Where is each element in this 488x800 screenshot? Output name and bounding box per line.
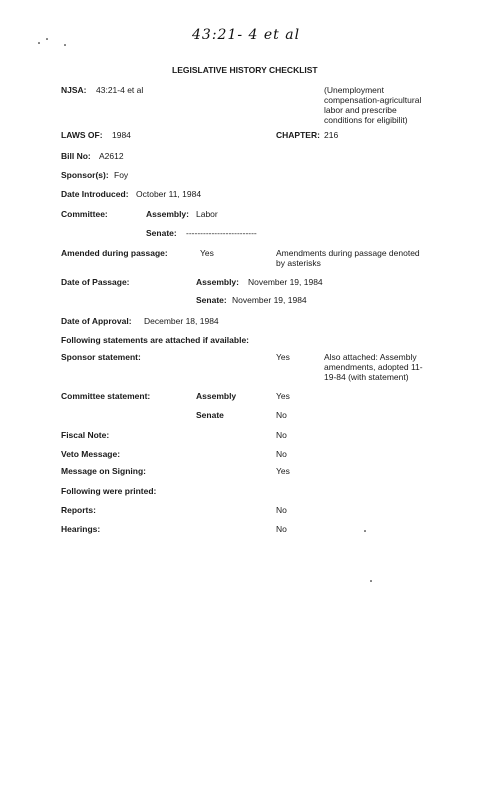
handwritten-reference: 43:21- 4 et al [192, 27, 301, 43]
amended-value: Yes [200, 248, 214, 258]
passage-assembly-label: Assembly: [196, 277, 239, 287]
message-on-signing-label: Message on Signing: [61, 466, 147, 476]
bill-no-value: A2612 [99, 151, 124, 161]
sponsor-value: Foy [114, 170, 129, 180]
veto-message-label: Veto Message: [61, 449, 121, 459]
laws-of-label: LAWS OF: [61, 130, 103, 140]
fiscal-note-label: Fiscal Note: [61, 430, 110, 440]
date-of-passage-label: Date of Passage: [61, 277, 130, 287]
njsa-value: 43:21-4 et al [96, 85, 144, 95]
date-of-approval-value: December 18, 1984 [144, 316, 219, 326]
description-line: (Unemployment [324, 85, 384, 95]
committee-statement-assembly-value: Yes [276, 391, 290, 401]
amended-label: Amended during passage: [61, 248, 168, 258]
sponsor-statement-note-line: Also attached: Assembly [324, 352, 417, 362]
sponsor-statement-value: Yes [276, 352, 290, 362]
date-introduced-value: October 11, 1984 [136, 189, 202, 199]
date-introduced-label: Date Introduced: [61, 189, 129, 199]
reports-label: Reports: [61, 505, 96, 515]
sponsor-statement-note-line: 19-84 (with statement) [324, 372, 409, 382]
committee-senate-value: ------------------------- [186, 228, 257, 238]
scan-speck [46, 38, 48, 40]
description-line: conditions for eligibilit) [324, 115, 408, 125]
veto-message-value: No [276, 449, 287, 459]
njsa-label: NJSA: [61, 85, 87, 95]
scan-speck [370, 580, 372, 582]
date-of-approval-label: Date of Approval: [61, 316, 132, 326]
description-line: labor and prescribe [324, 105, 397, 115]
message-on-signing-value: Yes [276, 466, 290, 476]
committee-statement-label: Committee statement: [61, 391, 151, 401]
bill-no-label: Bill No: [61, 151, 91, 161]
committee-assembly-label: Assembly: [146, 209, 189, 219]
sponsor-statement-label: Sponsor statement: [61, 352, 141, 362]
passage-senate-value: November 19, 1984 [232, 295, 307, 305]
statements-heading: Following statements are attached if available: [61, 335, 249, 345]
scan-speck [64, 44, 66, 46]
amended-note-line: Amendments during passage denoted [276, 248, 420, 258]
sponsor-label: Sponsor(s): [61, 170, 109, 180]
committee-statement-senate-value: No [276, 410, 287, 420]
description-line: compensation-agricultural [324, 95, 422, 105]
committee-label: Committee: [61, 209, 108, 219]
committee-senate-label: Senate: [146, 228, 177, 238]
hearings-value: No [276, 524, 287, 534]
hearings-label: Hearings: [61, 524, 101, 534]
sponsor-statement-note-line: amendments, adopted 11- [324, 362, 423, 372]
amended-note-line: by asterisks [276, 258, 321, 268]
laws-of-value: 1984 [112, 130, 131, 140]
scan-speck [38, 42, 40, 44]
committee-statement-assembly-label: Assembly [196, 391, 237, 401]
printed-heading: Following were printed: [61, 486, 157, 496]
committee-statement-senate-label: Senate [196, 410, 224, 420]
passage-senate-label: Senate: [196, 295, 227, 305]
page-title: LEGISLATIVE HISTORY CHECKLIST [172, 65, 318, 75]
fiscal-note-value: No [276, 430, 287, 440]
passage-assembly-value: November 19, 1984 [248, 277, 323, 287]
committee-assembly-value: Labor [196, 209, 218, 219]
chapter-label: CHAPTER: [276, 130, 320, 140]
scan-speck [364, 530, 366, 532]
reports-value: No [276, 505, 287, 515]
chapter-value: 216 [324, 130, 339, 140]
